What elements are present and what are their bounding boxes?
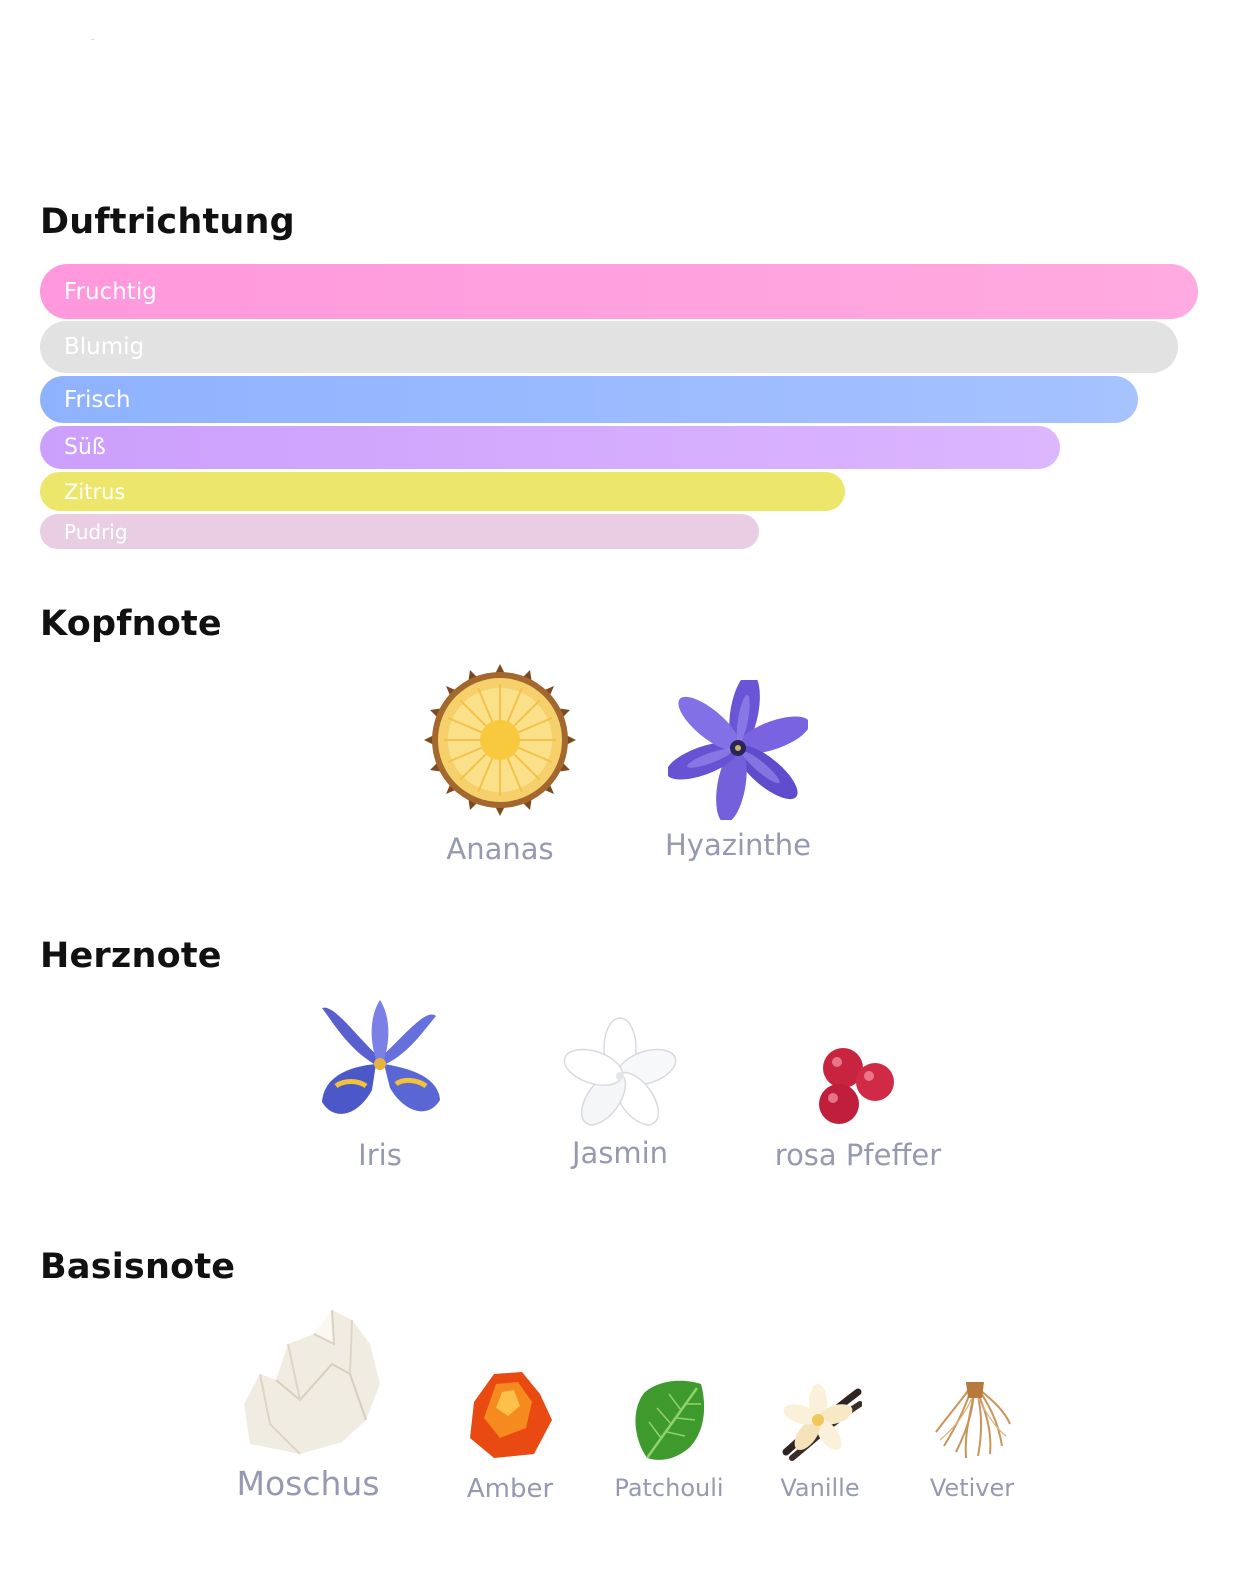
note-item-moschus: [218, 1304, 398, 1503]
scent-bar-frisch: [40, 376, 1138, 423]
top-dot: [91, 39, 94, 40]
musk-crystal-icon: [230, 1304, 386, 1460]
jasmine-flower-icon: [562, 1014, 678, 1126]
scent-bar-pudrig: [40, 514, 759, 549]
note-item-rosa-pfeffer: [758, 1040, 958, 1172]
pineapple-slice-icon: [422, 662, 578, 818]
note-item-amber: [450, 1368, 570, 1504]
note-label: Moschus: [236, 1464, 380, 1503]
note-item-iris: [300, 994, 460, 1172]
note-label: Vetiver: [929, 1474, 1015, 1502]
vanilla-pod-icon: [778, 1382, 862, 1462]
note-label: Amber: [466, 1474, 554, 1504]
note-label: Iris: [358, 1138, 402, 1172]
note-label: Ananas: [446, 832, 554, 866]
scent-bar-label: Süß: [64, 435, 106, 460]
amber-stone-icon: [464, 1368, 556, 1460]
note-label: Jasmin: [571, 1136, 669, 1170]
note-item-hyazinthe: [658, 680, 818, 862]
note-item-ananas: [420, 662, 580, 866]
note-item-jasmin: [540, 1014, 700, 1170]
note-label: Hyazinthe: [665, 828, 811, 862]
note-label: rosa Pfeffer: [774, 1138, 942, 1172]
note-item-vetiver: [920, 1380, 1024, 1502]
pink-pepper-icon: [813, 1040, 903, 1130]
note-item-patchouli: [604, 1378, 734, 1502]
scent-bar-label: Fruchtig: [64, 278, 157, 305]
scent-bar-label: Pudrig: [64, 519, 128, 544]
scent-bar-label: Zitrus: [64, 479, 126, 504]
scent-bar-fruchtig: [40, 264, 1198, 319]
note-label: Patchouli: [614, 1474, 724, 1502]
section-title-basisnote: Basisnote: [40, 1247, 236, 1287]
scent-bar-suess: [40, 426, 1060, 469]
patchouli-leaf-icon: [627, 1378, 711, 1462]
scent-bar-label: Blumig: [64, 334, 145, 360]
section-title-kopfnote: Kopfnote: [40, 604, 222, 644]
section-title-duftrichtung: Duftrichtung: [40, 202, 295, 242]
hyacinth-flower-icon: [668, 680, 808, 820]
section-title-herznote: Herznote: [40, 936, 222, 976]
scent-bar-zitrus: [40, 472, 845, 511]
vetiver-root-icon: [930, 1380, 1014, 1462]
note-item-vanille: [764, 1382, 876, 1502]
scent-bar-blumig: [40, 321, 1178, 373]
note-label: Vanille: [780, 1474, 860, 1502]
iris-flower-icon: [314, 994, 446, 1126]
scent-bar-label: Frisch: [64, 386, 131, 413]
